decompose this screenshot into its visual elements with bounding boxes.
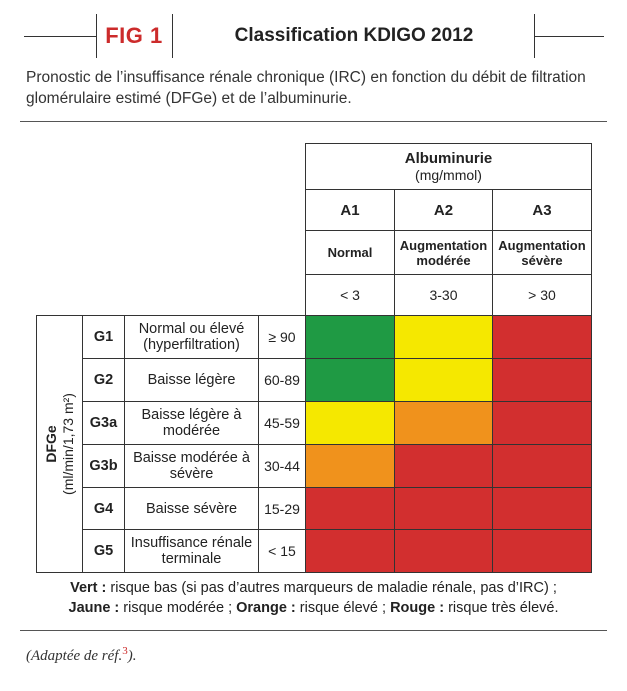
figure-caption: Pronostic de l’insuffisance rénale chronique (IRC) en fonction du débit de filtration glomérulaire estimé (DFGe) et de l’albuminurie. bbox=[26, 69, 586, 107]
figure-label: FIG 1 bbox=[105, 23, 163, 48]
risk-cell-g2-a2 bbox=[394, 358, 493, 402]
risk-cell-g1-a3 bbox=[492, 315, 592, 359]
row-code-g5: G5 bbox=[82, 529, 125, 573]
legend-line-2 bbox=[69, 600, 559, 616]
row-code-g3b: G3b bbox=[82, 444, 125, 488]
row-range-g1: ≥ 90 bbox=[258, 315, 306, 359]
row-label-g3b: Baisse modérée à sévère bbox=[124, 444, 259, 488]
column-range-a3: > 30 bbox=[492, 274, 592, 316]
risk-cell-g2-a1 bbox=[305, 358, 395, 402]
dfg-axis-label bbox=[36, 315, 83, 573]
row-label-g3a: Baisse légère à modérée bbox=[124, 401, 259, 445]
source-reference: 3 bbox=[122, 645, 128, 657]
caption-rule bbox=[20, 121, 607, 122]
legend-rouge-text: risque très élevé. bbox=[444, 600, 559, 616]
color-legend bbox=[20, 578, 607, 618]
albuminuria-header bbox=[305, 143, 592, 190]
column-name-a2: Augmentation modérée bbox=[394, 230, 493, 275]
risk-cell-g4-a2 bbox=[394, 487, 493, 530]
row-code-g3a: G3a bbox=[82, 401, 125, 445]
legend-rule bbox=[20, 630, 607, 631]
source-note bbox=[26, 645, 136, 665]
risk-cell-g5-a3 bbox=[492, 529, 592, 573]
risk-cell-g2-a3 bbox=[492, 358, 592, 402]
row-label-g4: Baisse sévère bbox=[124, 487, 259, 530]
column-code-a2: A2 bbox=[394, 189, 493, 231]
figure-title: Classification KDIGO 2012 bbox=[234, 25, 474, 46]
row-range-g3a: 45-59 bbox=[258, 401, 306, 445]
risk-cell-g3a-a1 bbox=[305, 401, 395, 445]
dfg-axis-title: DFGe bbox=[42, 425, 59, 463]
risk-cell-g1-a1 bbox=[305, 315, 395, 359]
header-left-rule bbox=[24, 36, 96, 37]
risk-cell-g5-a2 bbox=[394, 529, 493, 573]
column-name-a3: Augmentation sévère bbox=[492, 230, 592, 275]
legend-vert-text: risque bas (si pas d’autres marqueurs de maladie rénale, pas d’IRC) ; bbox=[106, 580, 557, 596]
row-code-g1: G1 bbox=[82, 315, 125, 359]
risk-cell-g1-a2 bbox=[394, 315, 493, 359]
risk-cell-g3b-a3 bbox=[492, 444, 592, 488]
dfg-axis-unit: (ml/min/1,73 m²) bbox=[59, 393, 76, 495]
risk-cell-g3a-a2 bbox=[394, 401, 493, 445]
risk-cell-g4-a1 bbox=[305, 487, 395, 530]
row-range-g2: 60-89 bbox=[258, 358, 306, 402]
dfg-axis-wrapper bbox=[37, 316, 82, 572]
risk-cell-g3a-a3 bbox=[492, 401, 592, 445]
risk-cell-g5-a1 bbox=[305, 529, 395, 573]
column-range-a1: < 3 bbox=[305, 274, 395, 316]
row-range-g3b: 30-44 bbox=[258, 444, 306, 488]
legend-orange-key: Orange : bbox=[236, 600, 296, 616]
risk-cell-g3b-a1 bbox=[305, 444, 395, 488]
row-label-g5: Insuffisance rénale terminale bbox=[124, 529, 259, 573]
legend-jaune-text: risque modérée ; bbox=[119, 600, 237, 616]
risk-cell-g4-a3 bbox=[492, 487, 592, 530]
source-close: ). bbox=[127, 648, 137, 664]
row-label-g2: Baisse légère bbox=[124, 358, 259, 402]
risk-cell-g3b-a2 bbox=[394, 444, 493, 488]
row-range-g5: < 15 bbox=[258, 529, 306, 573]
albuminuria-unit: (mg/mmol) bbox=[415, 167, 482, 183]
column-code-a3: A3 bbox=[492, 189, 592, 231]
column-name-a1: Normal bbox=[305, 230, 395, 275]
albuminuria-title: Albuminurie bbox=[404, 150, 493, 167]
column-code-a1: A1 bbox=[305, 189, 395, 231]
column-range-a2: 3-30 bbox=[394, 274, 493, 316]
legend-jaune-key: Jaune : bbox=[68, 600, 120, 616]
header-right-rule bbox=[534, 36, 604, 37]
legend-line-1 bbox=[70, 580, 557, 596]
source-text: (Adaptée de réf. bbox=[26, 648, 123, 664]
row-range-g4: 15-29 bbox=[258, 487, 306, 530]
row-label-g1: Normal ou élevé (hyperfiltration) bbox=[124, 315, 259, 359]
legend-orange-text: risque élevé ; bbox=[295, 600, 391, 616]
dfg-axis-text bbox=[43, 393, 77, 495]
legend-rouge-key: Rouge : bbox=[390, 600, 445, 616]
row-code-g2: G2 bbox=[82, 358, 125, 402]
legend-vert-key: Vert : bbox=[70, 580, 107, 596]
row-code-g4: G4 bbox=[82, 487, 125, 530]
